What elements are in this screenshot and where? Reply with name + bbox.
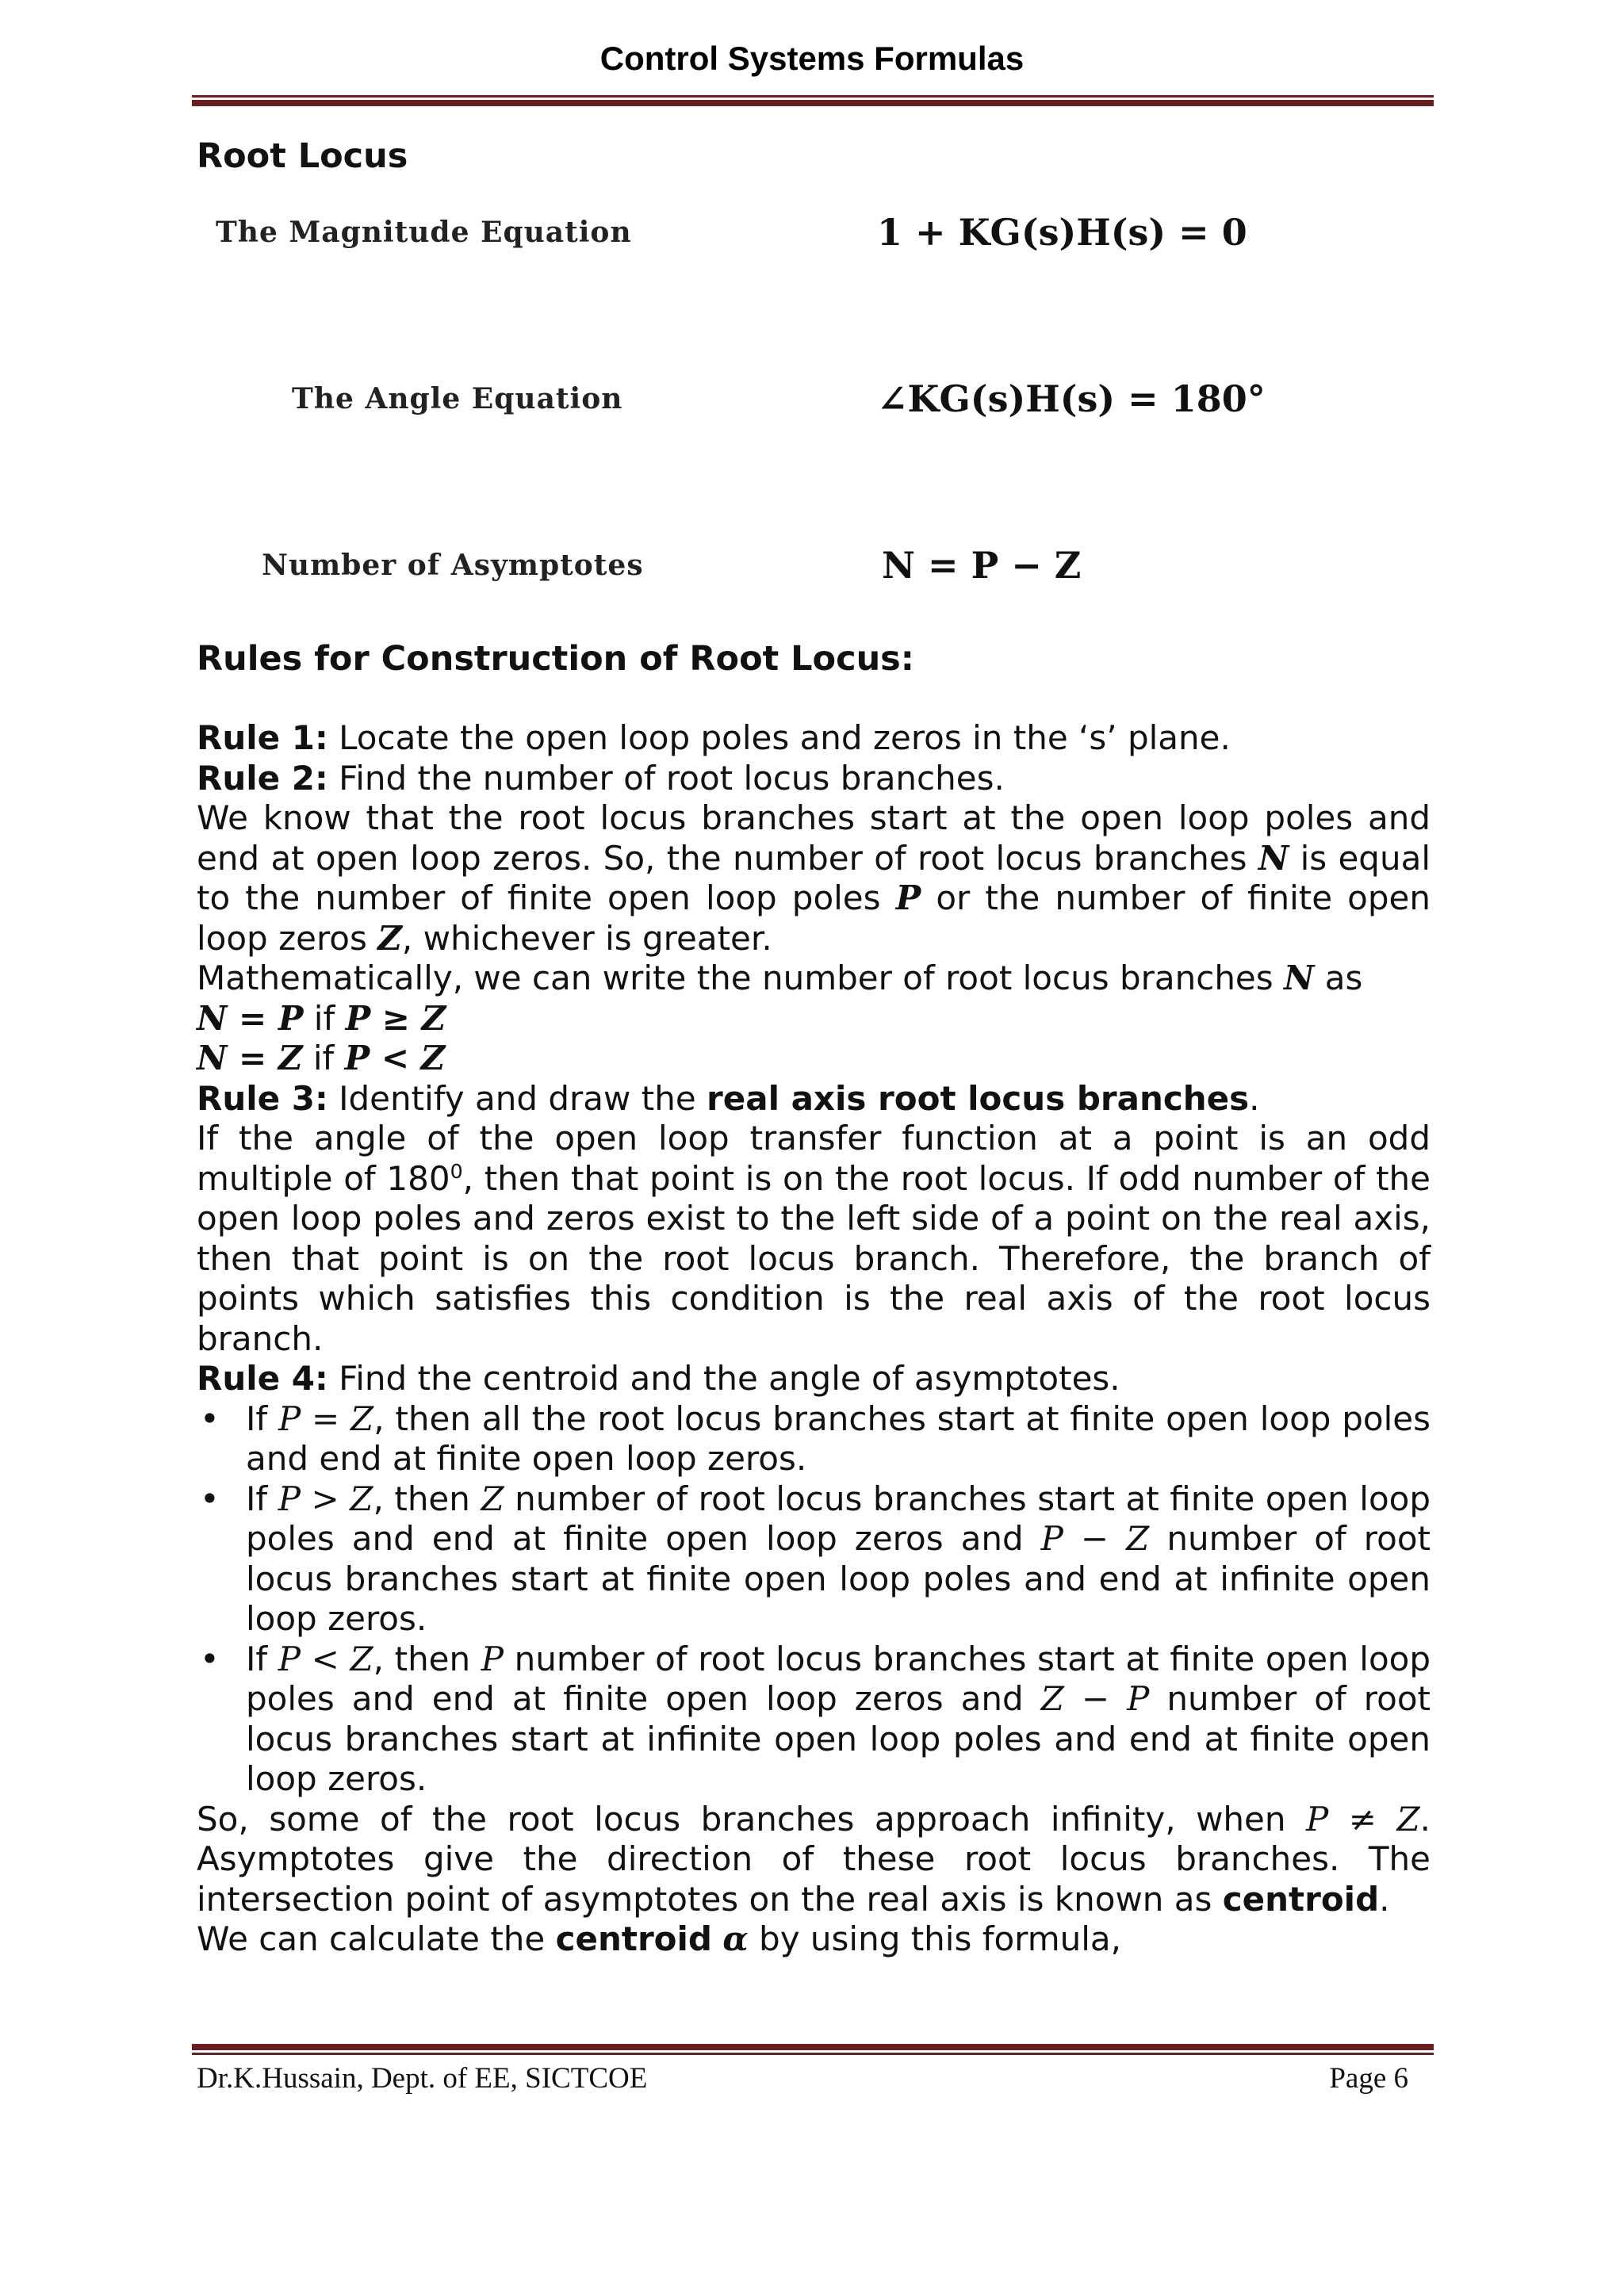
angle-equation-formula: ∠KG(s)H(s) = 180°	[877, 377, 1266, 420]
paragraph-infinity: So, some of the root locus branches approach infinity, when P ≠ Z. Asymptotes give the direction of these root locus branches. The intersection point of asymptotes on the real axis is known as centroid.	[197, 1799, 1431, 1919]
paragraph-branches: We know that the root locus branches start at the open loop poles and end at open loop zeros. So, the number of root locus branches N is equal to the number of finite open loop poles P or the number of finite open loop zeros Z, whichever is greater.	[197, 798, 1431, 958]
footer-page-number: Page 6	[1329, 2062, 1408, 2095]
condition-1: N = P if P ≥ Z	[197, 998, 446, 1038]
rule-4: Rule 4: Find the centroid and the angle of asymptotes.	[197, 1359, 1120, 1398]
angle-equation-label: The Angle Equation	[292, 382, 623, 415]
paragraph-mathematically: Mathematically, we can write the number of root locus branches N as	[197, 959, 1363, 997]
page-header-title: Control Systems Formulas	[599, 40, 1025, 77]
footer-divider	[192, 2044, 1434, 2055]
footer-author: Dr.K.Hussain, Dept. of EE, SICTCOE	[197, 2062, 648, 2095]
list-item: • If P > Z, then Z number of root locus branches start at finite open loop poles and end at finite open loop zeros and P − Z number of root locus branches start at finite open loop poles and end at infinite open loop zeros.	[197, 1479, 1431, 1640]
rule-3: Rule 3: Identify and draw the real axis root locus branches.	[197, 1078, 1260, 1118]
paragraph-angle: If the angle of the open loop transfer function at a point is an odd multiple of $180^0$, then that point is on the root locus. If odd number of the open loop poles and zeros exist to the left side of a point on the real axis, then that point is on the root locus branch. Therefore, the branch of points which satisfies this condition is the real axis of the root locus branch.	[197, 1119, 1431, 1358]
asymptote-cases-list	[197, 1399, 1431, 1800]
section-title: Root Locus	[197, 136, 408, 176]
rules-heading: Rules for Construction of Root Locus:	[197, 639, 914, 679]
magnitude-equation-label: The Magnitude Equation	[216, 216, 632, 249]
rule-2: Rule 2: Find the number of root locus branches.	[197, 758, 1005, 798]
paragraph-centroid: We can calculate the centroid α by using this formula,	[197, 1919, 1121, 1958]
asymptotes-equation-formula: N = P − Z	[882, 544, 1082, 587]
rules-body	[197, 718, 1431, 1960]
condition-2: N = Z if P < Z	[197, 1039, 446, 1077]
magnitude-equation-formula: 1 + KG(s)H(s) = 0	[877, 211, 1247, 254]
asymptotes-equation-label: Number of Asymptotes	[262, 549, 644, 582]
header-divider	[192, 95, 1434, 106]
list-item: • If P = Z, then all the root locus branches start at finite open loop poles and end at finite open loop zeros.	[197, 1399, 1431, 1479]
rule-1: Rule 1: Locate the open loop poles and zeros in the ‘s’ plane.	[197, 718, 1231, 757]
list-item: • If P < Z, then P number of root locus branches start at finite open loop poles and end at finite open loop zeros and Z − P number of root locus branches start at infinite open loop poles and end at finite open loop zeros.	[197, 1640, 1431, 1800]
